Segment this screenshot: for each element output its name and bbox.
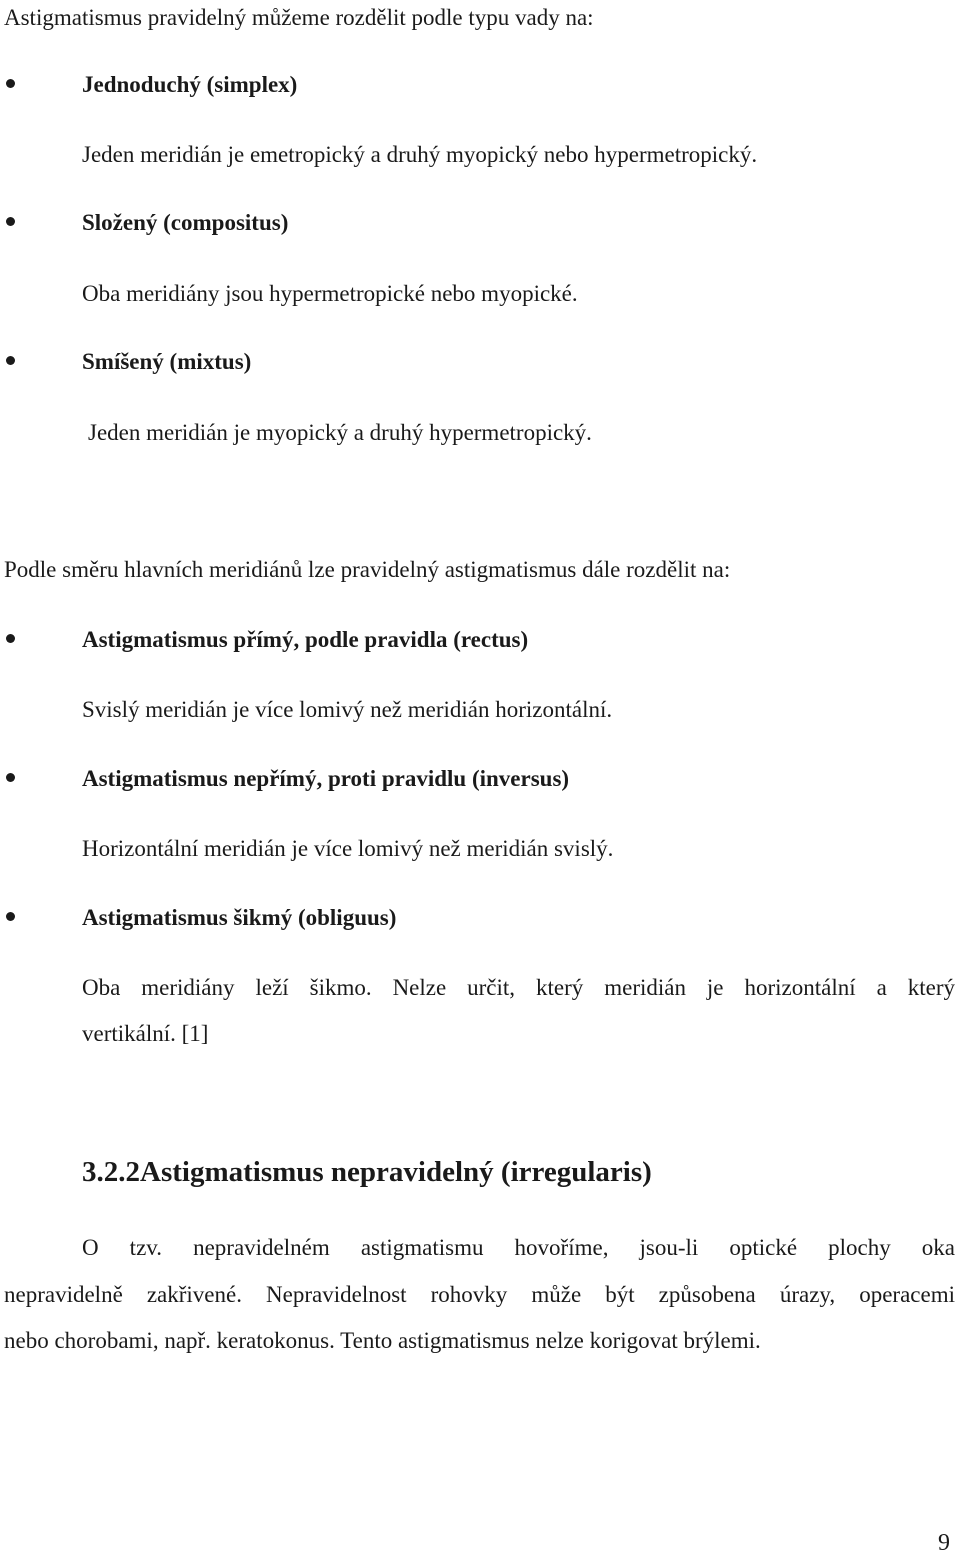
bullet-icon xyxy=(6,912,15,921)
section-paragraph-line: nepravidelně zakřivené. Nepravidelnost rohovky může být způsobena úrazy, operacemi xyxy=(4,1282,955,1307)
list-item-desc: Jeden meridián je emetropický a druhý myopický nebo hypermetropický. xyxy=(82,142,758,167)
bullet-icon xyxy=(6,773,15,782)
bullet-icon xyxy=(6,634,15,643)
list-item-desc: Horizontální meridián je více lomivý než meridián svislý. xyxy=(82,836,614,861)
list-item-title: Astigmatismus přímý, podle pravidla (rectus) xyxy=(82,627,529,652)
intro2-text: Podle směru hlavních meridiánů lze pravidelný astigmatismus dále rozdělit na: xyxy=(4,557,731,582)
bullet-icon xyxy=(6,79,15,88)
list-item-title: Astigmatismus šikmý (obliguus) xyxy=(82,905,397,930)
list-item-title: Jednoduchý (simplex) xyxy=(82,72,298,97)
list-item-title: Složený (compositus) xyxy=(82,210,289,235)
list-item-desc: Jeden meridián je myopický a druhý hypermetropický. xyxy=(88,420,592,445)
list-item-title: Astigmatismus nepřímý, proti pravidlu (inversus) xyxy=(82,766,570,791)
section-paragraph-line: nebo chorobami, např. keratokonus. Tento astigmatismus nelze korigovat brýlemi. xyxy=(4,1328,761,1353)
page-number: 9 xyxy=(938,1530,950,1556)
list-item-desc: Oba meridiány jsou hypermetropické nebo myopické. xyxy=(82,281,578,306)
bullet-icon xyxy=(6,217,15,226)
section-heading: 3.2.2Astigmatismus nepravidelný (irregularis) xyxy=(82,1156,652,1188)
bullet-icon xyxy=(6,356,15,365)
section-paragraph-line: O tzv. nepravidelném astigmatismu hovoříme, jsou-li optické plochy oka xyxy=(82,1235,955,1260)
list-item-desc: Svislý meridián je více lomivý než meridián horizontální. xyxy=(82,697,613,722)
list-item-title: Smíšený (mixtus) xyxy=(82,349,252,374)
list-item-desc-line: vertikální. [1] xyxy=(82,1021,209,1046)
intro-text: Astigmatismus pravidelný můžeme rozdělit podle typu vady na: xyxy=(4,5,594,30)
list-item-desc-line: Oba meridiány leží šikmo. Nelze určit, který meridián je horizontální a který xyxy=(82,975,955,1000)
